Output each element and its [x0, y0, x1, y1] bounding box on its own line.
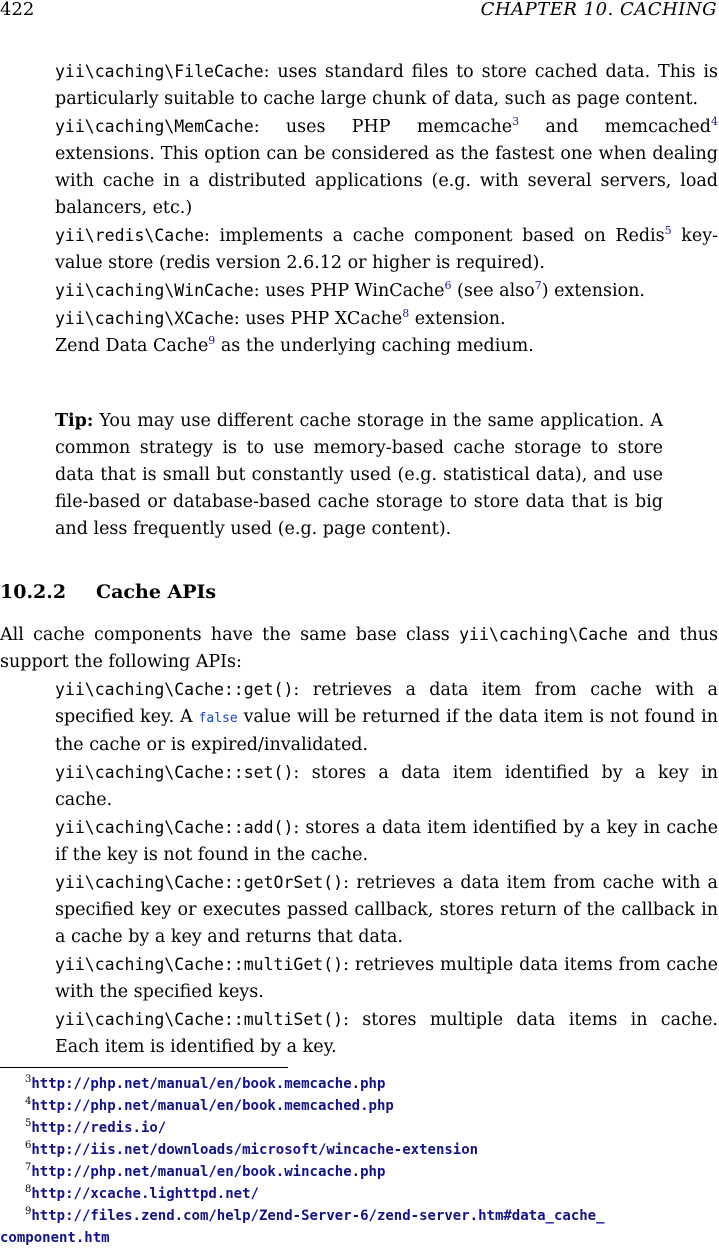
- footnote-ref[interactable]: 6: [444, 279, 452, 292]
- footnote: [0, 1095, 719, 1117]
- list-item: yii\caching\MemCache: uses PHP memcache$^3$ and memcached$^4$ extensions. This option can be considered as the fastest one when dealing with cache in a distributed applications (e.g. with several servers, load balancers, etc.): [55, 115, 718, 218]
- footnote-number: 4: [25, 1096, 32, 1107]
- footnote-ref[interactable]: 5: [664, 224, 672, 237]
- class-name: yii\caching\WinCache: [55, 281, 254, 300]
- list-item: yii\caching\Cache::multiGet(): retrieves multiple data items from cache with the specified keys.: [55, 955, 718, 1002]
- page-header: [0, 0, 719, 22]
- list-item: Zend Data Cache$^9$ as the underlying caching medium.: [55, 334, 534, 356]
- footnote-number: 3: [25, 1074, 32, 1085]
- footnote: [0, 1117, 719, 1139]
- method-name: yii\caching\Cache::multiGet(): [55, 955, 344, 974]
- footnote-link[interactable]: http://php.net/manual/en/book.wincache.php: [31, 1164, 386, 1180]
- class-name: yii\caching\XCache: [55, 309, 234, 328]
- method-name: yii\caching\Cache::add(): [55, 818, 294, 837]
- tip-label: Tip:: [55, 411, 94, 431]
- footnote-ref[interactable]: 8: [402, 307, 410, 320]
- section-number: 10.2.2: [0, 581, 67, 603]
- chapter-title: CHAPTER 10. CACHING: [480, 0, 717, 20]
- class-name: yii\caching\Cache: [459, 625, 628, 644]
- section-heading: [0, 578, 216, 606]
- list-item: yii\caching\Cache::multiSet(): stores multiple data items in cache. Each item is identified by a key.: [55, 1010, 718, 1057]
- method-name: yii\caching\Cache::set(): [55, 763, 294, 782]
- footnote-link[interactable]: http://iis.net/downloads/microsoft/wincache-extension: [31, 1142, 479, 1158]
- keyword-false: false: [198, 711, 238, 726]
- footnote-ref[interactable]: 9: [208, 334, 216, 347]
- tip-text: You may use different cache storage in the same application. A common strategy is to use memory-based cache storage to store data that is small but constantly used (e.g. statistical data), and use file-based or database-based cache storage to store data that is big and less frequently used (e.g. page content).: [55, 411, 663, 539]
- tip-box: [55, 408, 663, 543]
- footnote-continuation: [0, 1227, 719, 1249]
- page-number: 422: [0, 0, 35, 20]
- footnote-link[interactable]: http://php.net/manual/en/book.memcached.php: [31, 1098, 394, 1114]
- class-name: yii\redis\Cache: [55, 226, 205, 245]
- method-name: yii\caching\Cache::getOrSet(): [55, 873, 344, 892]
- footnote: [0, 1073, 719, 1095]
- cache-storage-list: [55, 58, 718, 360]
- footnote-ref[interactable]: 3: [512, 115, 520, 128]
- footnote: [0, 1183, 719, 1205]
- api-list: [55, 676, 718, 1061]
- footnote-divider: [0, 1067, 288, 1068]
- footnote-ref[interactable]: 4: [710, 115, 718, 128]
- section-title: Cache APIs: [96, 581, 217, 603]
- list-item: yii\caching\WinCache: uses PHP WinCache$^6$ (see also$^7$) extension.: [55, 279, 645, 301]
- footnote: [0, 1161, 719, 1183]
- list-item: yii\caching\Cache::getOrSet(): retrieves a data item from cache with a specified key or executes passed callback, stores return of the callback in a cache by a key and returns that data.: [55, 873, 718, 947]
- footnote-link[interactable]: http://redis.io/: [31, 1120, 167, 1136]
- list-item: yii\caching\XCache: uses PHP XCache$^8$ extension.: [55, 307, 506, 329]
- footnote-number: 9: [25, 1206, 32, 1217]
- footnote-number: 7: [25, 1162, 32, 1173]
- method-name: yii\caching\Cache::get(): [55, 680, 294, 699]
- footnote-link[interactable]: http://files.zend.com/help/Zend-Server-6/zend-server.htm#data_cache_: [31, 1208, 605, 1224]
- footnote-number: 8: [25, 1184, 32, 1195]
- footnote: [0, 1139, 719, 1161]
- footnote-link[interactable]: component.htm: [0, 1230, 110, 1246]
- footnote: [0, 1205, 719, 1227]
- list-item: yii\caching\Cache::set(): stores a data item identified by a key in cache.: [55, 763, 718, 810]
- footnote-number: 6: [25, 1140, 32, 1151]
- method-name: yii\caching\Cache::multiSet(): [55, 1010, 344, 1029]
- footnote-ref[interactable]: 7: [534, 279, 542, 292]
- footnotes: [0, 1073, 719, 1249]
- class-name: yii\caching\FileCache: [55, 62, 264, 81]
- footnote-number: 5: [25, 1118, 32, 1129]
- footnote-link[interactable]: http://php.net/manual/en/book.memcache.php: [31, 1076, 386, 1092]
- list-item: yii\redis\Cache: implements a cache component based on Redis$^5$ key-value store (redis version 2.6.12 or higher is required).: [55, 224, 718, 273]
- intro-paragraph: All cache components have the same base class yii\caching\Cache and thus support the following APIs:: [0, 625, 718, 672]
- list-item: yii\caching\Cache::add(): stores a data item identified by a key in cache if the key is not found in the cache.: [55, 818, 718, 865]
- list-item: yii\caching\FileCache: uses standard files to store cached data. This is particularly suitable to cache large chunk of data, such as page content.: [55, 62, 718, 109]
- class-name: yii\caching\MemCache: [55, 117, 254, 136]
- footnote-link[interactable]: http://xcache.lighttpd.net/: [31, 1186, 259, 1202]
- list-item: yii\caching\Cache::get(): retrieves a data item from cache with a specified key. A false value will be returned if the data item is not found in the cache or is expired/invalidated.: [55, 680, 718, 755]
